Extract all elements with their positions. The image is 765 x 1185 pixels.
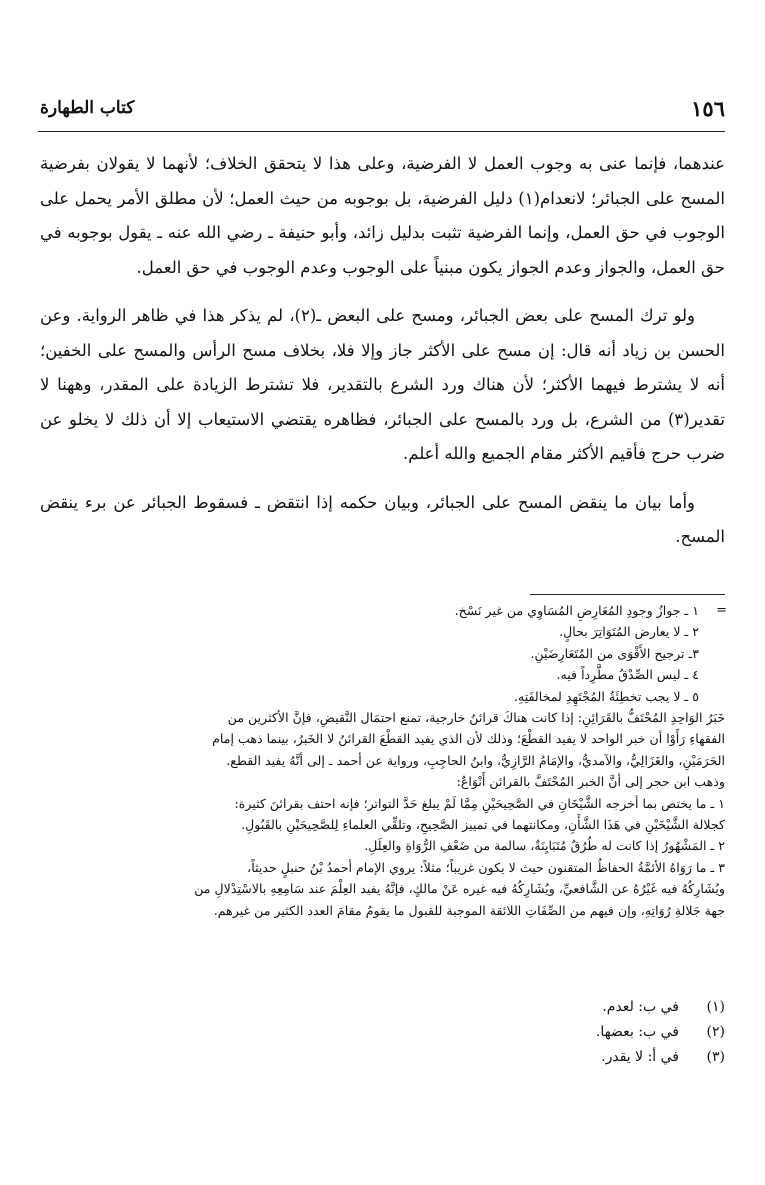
footnote-item	[40, 995, 725, 1020]
main-text	[40, 147, 725, 569]
note-line: ٣ـ ترجيح الأَقْوَى من المُتَعَارِضَيْنِ.	[530, 645, 699, 661]
note-line: خَبَرُ الوَاحِدِ المُحْتَفُّ بالقَرَائِنِ: إذا كانت هناكَ قرائنُ خارجية، تمنع احتمَال النَّقيضِ، فإنَّ الأكثرين من	[227, 710, 725, 726]
footnote-number: (٣)	[706, 1049, 725, 1065]
carried-footnote	[38, 600, 725, 921]
note-line: ١ ـ ما يختص بما أخرجه الشَّيْخَانِ في الصَّحِيحَيْنِ مِمَّا لَمْ يبلغ حَدَّ التواتر؛ فإنه احتف بقرائنَ كثيرة:	[234, 795, 725, 811]
paragraph: وأما بيان ما ينقض المسح على الجبائر، وبيان حكمه إذا انتقض ـ فسقوط الجبائر عن برء ينقض المسح.	[40, 492, 725, 546]
footnote-divider	[530, 594, 725, 595]
continuation-mark: =	[716, 603, 727, 618]
note-line: كجلالة الشَّيْخَيْنِ في هَذَا الشَّأْنِ، ومكانتهما في تمييز الصَّحِيحِ، وتلقِّي العلماءِ لِلصَّحِيحَيْنِ بالقَبُولِ.	[241, 817, 725, 833]
page-number: ١٥٦	[691, 96, 725, 121]
footnotes	[40, 995, 725, 1070]
note-line: وذهب ابن حجر إلى أنَّ الخبر المُحْتَفَّ بالقرائن أَنْوَاعٌ:	[456, 774, 725, 790]
footnote-text: في ب: بعضها.	[595, 1024, 679, 1040]
footnote-item	[40, 1020, 725, 1045]
footnote-number: (١)	[706, 999, 725, 1015]
note-line: ويُشَارِكُهُ فيه غَيْرُهُ عن الشَّافعيِّ، ويُشَارِكُهُ فيه غيره عَنْ مالكٍ، فإنَّهُ يفيد العِلْمَ عند سَامِعِهِ بالاسْتِدْلالِ من	[194, 881, 725, 897]
header-divider	[38, 131, 725, 132]
page-header	[40, 96, 725, 130]
footnote-item	[40, 1045, 725, 1070]
note-line: ٢ ـ لا يعارض المُتَوَاتِرَ بحالٍ.	[559, 624, 699, 640]
note-line: الفقهاءِ رَأَوْا أن خبر الواحد لا يفيد القطْعَ؛ وذلك لأن الذي يفيد القطْعَ القرائنُ لا الخَبرُ، بينما ذهب إمام	[212, 731, 725, 747]
footnote-text: في أ: لا يقدر.	[601, 1049, 679, 1065]
paragraph: ولو ترك المسح على بعض الجبائر، ومسح على البعض ـ(٢)، لم يذكر هذا في ظاهر الرواية. وعن الحسن بن زياد أنه قال: إن مسح على الأكثر جاز وإلا فلا، بخلاف مسح الرأس والمسح على الخفين؛ أنه لا يشترط فيهما الأكثر؛ لأن هناك ورد الشرع بالتقدير، فلا تشترط الزيادة على المقدر، وههنا لا تقدير(٣) من الشرع، بل ورد بالمسح على الجبائر، فظاهره يقتضي الاستيعاب إلا أن ذلك لا يخلو عن ضرب حرج فأقيم الأكثر مقام الجميع والله أعلم.	[40, 306, 725, 463]
footnote-number: (٢)	[706, 1024, 725, 1040]
book-title: كتاب الطهارة	[40, 98, 135, 118]
note-line: الحَرَمَيْنِ، والغَزَالِيُّ، والآمديُّ، والإمَامُ الرَّازِيُّ، وابنُ الحاجِبِ، ورواية عن أحمد ـ إلى أنَّهُ يفيد القطع.	[226, 752, 725, 768]
paragraph: عندهما، فإنما عنى به وجوب العمل لا الفرضية، وعلى هذا لا يتحقق الخلاف؛ لأنهما لا يقولان بفرضية المسح على الجبائر؛ لانعدام(١) دليل الفرضية، بل بوجوبه من حيث العمل؛ لأن مطلق الأمر يحمل على الوجوب في حق العمل، وإنما الفرضية تثبت بدليل زائد، وأبو حنيفة ـ رضي الله عنه ـ يقول بوجوبه في حق العمل، والجواز وعدم الجواز يكون مبنياً على الوجوب وعدم الوجوب في حق العمل.	[40, 154, 725, 277]
note-line: ٤ ـ ليس الصِّدْقُ مطَّرِداً فيه.	[556, 667, 699, 683]
note-line: ٢ ـ المَشْهُورُ إذا كانت له طُرُقٌ مُتَبَايِنَةٌ، سالمة من ضَعْفِ الرُّوَاةِ والعِلَلِ.	[364, 838, 725, 854]
footnote-text: في ب: لعدم.	[602, 999, 679, 1015]
note-line: ٥ ـ لا يجب تخطِئَةُ المُجْتَهِدِ لمخالفَتِهِ.	[514, 688, 699, 704]
note-line: ٣ ـ ما رَوَاهُ الأئمَّةُ الحفاظُ المتقنون حيث لا يكون غريباً؛ مثلاً: يروي الإمام أحمدُ بْنُ حنبلٍ حديثاً،	[247, 859, 725, 875]
note-line: جهة جَلالةِ رُوَاتِهِ، وإن فيهم من الصِّفَاتِ اللائقة الموجبة للقبول ما يقومُ مقامَ العدد الكثير من غيرهم.	[213, 902, 725, 918]
note-line: ١ ـ جوازُ وجودِ المُعَارِضِ المُسَاوِي من غير نَسْخ.	[454, 603, 699, 618]
